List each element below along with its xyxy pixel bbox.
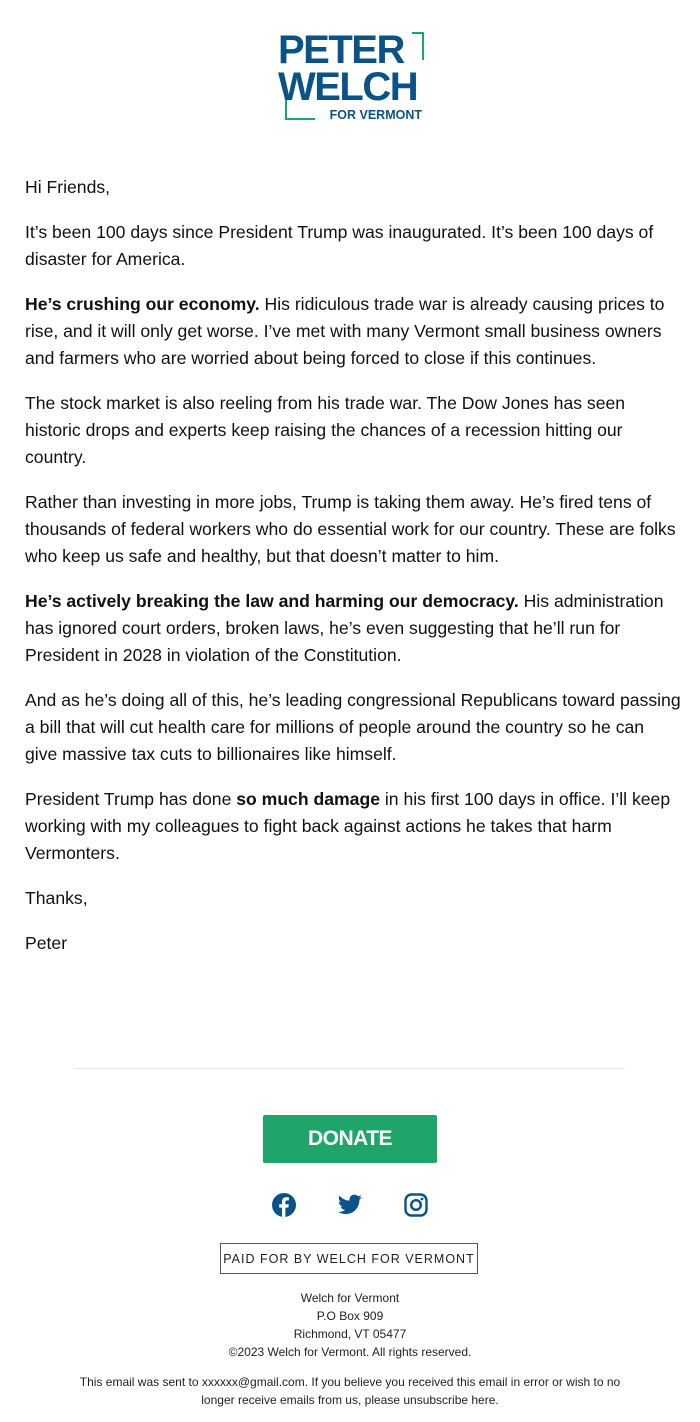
- paragraph-1: It’s been 100 days since President Trump was inaugurated. It’s been 100 days of disaster for America.: [25, 222, 654, 269]
- paragraph-6: And as he’s doing all of this, he’s leading congressional Republicans toward passing a bill that will cut health care for millions of people around the country so he can give massive tax cuts to billionaires like himself.: [25, 690, 681, 764]
- address-po-box: P.O Box 909: [316, 1309, 384, 1323]
- campaign-logo: [278, 30, 424, 122]
- logo-line-peter: PETER: [278, 28, 404, 72]
- paragraph-7: [25, 786, 681, 867]
- footer-divider: [75, 1068, 625, 1069]
- paragraph-3: The stock market is also reeling from his trade war. The Dow Jones has seen historic drops and experts keep raising the chances of a recession hitting our country.: [25, 393, 626, 467]
- paragraph-5-text: His administration has ignored court orders, broken laws, he’s even suggesting that he’ll run for President in 2028 in violation of the Constitution.: [25, 591, 664, 665]
- logo-line-for-vermont: FOR VERMONT: [329, 108, 422, 122]
- paragraph-7-emphasis: so much damage: [236, 789, 380, 809]
- paragraph-2-text: His ridiculous trade war is already causing prices to rise, and it will only get worse. I’ve met with many Vermont small business owners and farmers who are worried about being forced to close if this continues.: [25, 294, 665, 368]
- facebook-icon[interactable]: [271, 1192, 297, 1218]
- mailing-address: [0, 1289, 700, 1361]
- twitter-icon[interactable]: [337, 1192, 363, 1218]
- greeting: Hi Friends,: [25, 177, 111, 197]
- paragraph-7-text: in his first 100 days in office. I’ll keep working with my colleagues to fight back against actions he takes that harm Vermonters.: [25, 789, 671, 863]
- paragraph-2-emphasis: He’s crushing our economy.: [25, 294, 260, 314]
- signoff: Thanks,: [25, 888, 88, 908]
- email-body: [25, 174, 681, 975]
- paragraph-7-start: President Trump has done: [25, 789, 237, 809]
- paragraph-2: [25, 291, 681, 372]
- email-disclaimer: This email was sent to xxxxxx@gmail.com. If you believe you received this email in error or wish to no longer receive emails from us, please unsubscribe here.: [79, 1375, 621, 1407]
- instagram-icon[interactable]: [403, 1192, 429, 1218]
- paragraph-5-emphasis: He’s actively breaking the law and harming our democracy.: [25, 591, 519, 611]
- address-name: Welch for Vermont: [300, 1291, 400, 1305]
- paragraph-4: Rather than investing in more jobs, Trump is taking them away. He’s fired tens of thousands of federal workers who do essential work for our country. These are folks who keep us safe and healthy, but that doesn’t matter to him.: [25, 492, 676, 566]
- logo-line-welch: WELCH: [278, 65, 418, 109]
- social-links: [0, 1192, 700, 1218]
- copyright: ©2023 Welch for Vermont. All rights reserved.: [228, 1345, 472, 1359]
- paid-for-disclaimer: PAID FOR BY WELCH FOR VERMONT: [220, 1243, 478, 1274]
- address-city: Richmond, VT 05477: [293, 1327, 407, 1341]
- donate-button[interactable]: DONATE: [263, 1115, 437, 1163]
- signature: Peter: [25, 933, 68, 953]
- paragraph-5: [25, 588, 681, 669]
- logo-bracket-top-right: [412, 32, 424, 60]
